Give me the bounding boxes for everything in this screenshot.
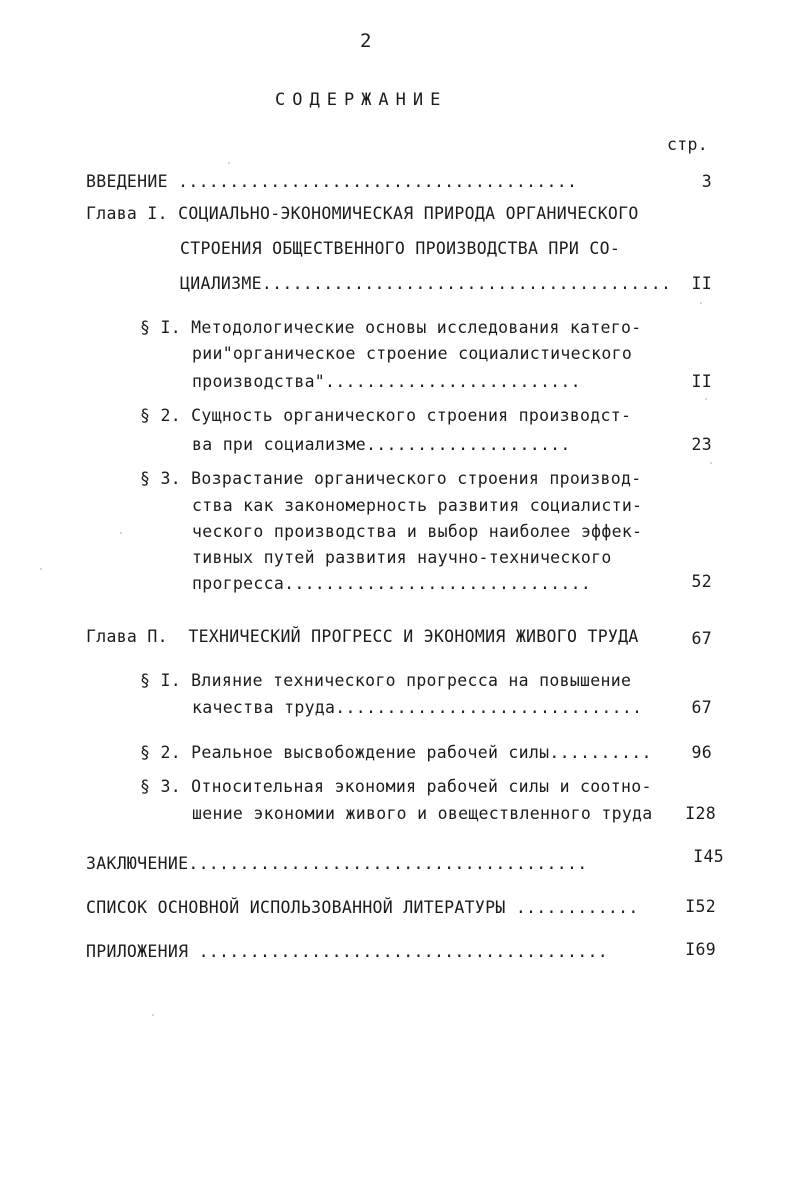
scan-speck <box>228 162 230 164</box>
toc-entry-text: тивных путей развития научно-технического <box>192 548 612 567</box>
toc-entry-text: Глава I. СОЦИАЛЬНО-ЭКОНОМИЧЕСКАЯ ПРИРОДА ОРГАНИЧЕСКОГО <box>86 204 639 223</box>
toc-entry-text: ЗАКЛЮЧЕНИЕ....................................... <box>86 854 588 873</box>
toc-page-number: I69 <box>685 940 716 959</box>
toc-page-number: II <box>691 372 712 391</box>
scan-speck <box>120 532 122 534</box>
page-column-label: стр. <box>667 135 708 154</box>
toc-entry-text: § 3. Возрастание органического строения производ- <box>140 469 642 488</box>
toc-entry-text: СТРОЕНИЯ ОБЩЕСТВЕННОГО ПРОИЗВОДСТВА ПРИ СО- <box>180 239 621 258</box>
toc-entry-text: ческого производства и выбор наиболее эффек- <box>192 522 643 541</box>
toc-entry-text: ства как закономерность развития социалисти- <box>192 496 643 515</box>
toc-page-number: 3 <box>701 172 712 191</box>
page-number: 2 <box>360 30 372 52</box>
toc-entry-text: § 2. Сущность органического строения производст- <box>140 406 632 425</box>
scan-speck <box>705 398 707 400</box>
toc-page-number: I45 <box>693 847 724 866</box>
toc-entry-text: ПРИЛОЖЕНИЯ ........................................ <box>86 942 608 961</box>
toc-entry-text: качества труда.............................. <box>192 698 643 717</box>
toc-entry-text: § 2. Реальное высвобождение рабочей силы.......... <box>140 743 652 762</box>
toc-page-number: I52 <box>685 897 716 916</box>
toc-entry-text: ва при социализме.................... <box>192 435 571 454</box>
toc-entry-text: § 3. Относительная экономия рабочей силы и соотно- <box>140 777 652 796</box>
toc-page-number: II <box>691 274 712 293</box>
toc-entry-text: шение экономии живого и овеществленного труда <box>192 804 653 823</box>
toc-entry-text: ЦИАЛИЗМЕ........................................ <box>180 274 672 293</box>
scan-speck <box>710 462 712 464</box>
toc-entry-text: ВВЕДЕНИЕ ....................................... <box>86 172 578 191</box>
toc-entry-text: производства"......................... <box>192 372 581 391</box>
toc-page-number: 96 <box>691 743 712 762</box>
toc-entry-text: Глава П. ТЕХНИЧЕСКИЙ ПРОГРЕСС И ЭКОНОМИЯ ЖИВОГО ТРУДА <box>86 627 639 646</box>
toc-page-number: 23 <box>691 435 712 454</box>
toc-page-number: 67 <box>691 629 712 648</box>
scan-speck <box>40 568 42 570</box>
scan-speck <box>700 302 702 304</box>
toc-entry-text: § I. Влияние технического прогресса на повышение <box>140 671 632 690</box>
toc-entry-text: рии"органическое строение социалистического <box>192 344 633 363</box>
toc-entry-text: СПИСОК ОСНОВНОЙ ИСПОЛЬЗОВАННОЙ ЛИТЕРАТУРЫ ............ <box>86 898 639 917</box>
toc-page-number: I28 <box>685 804 716 823</box>
scan-speck <box>152 1014 154 1016</box>
toc-entry-text: § I. Методологические основы исследования катего- <box>140 318 642 337</box>
toc-entry-text: прогресса.............................. <box>192 574 592 593</box>
page-title: СОДЕРЖАНИЕ <box>275 90 448 110</box>
toc-page-number: 52 <box>691 572 712 591</box>
toc-page-number: 67 <box>691 698 712 717</box>
